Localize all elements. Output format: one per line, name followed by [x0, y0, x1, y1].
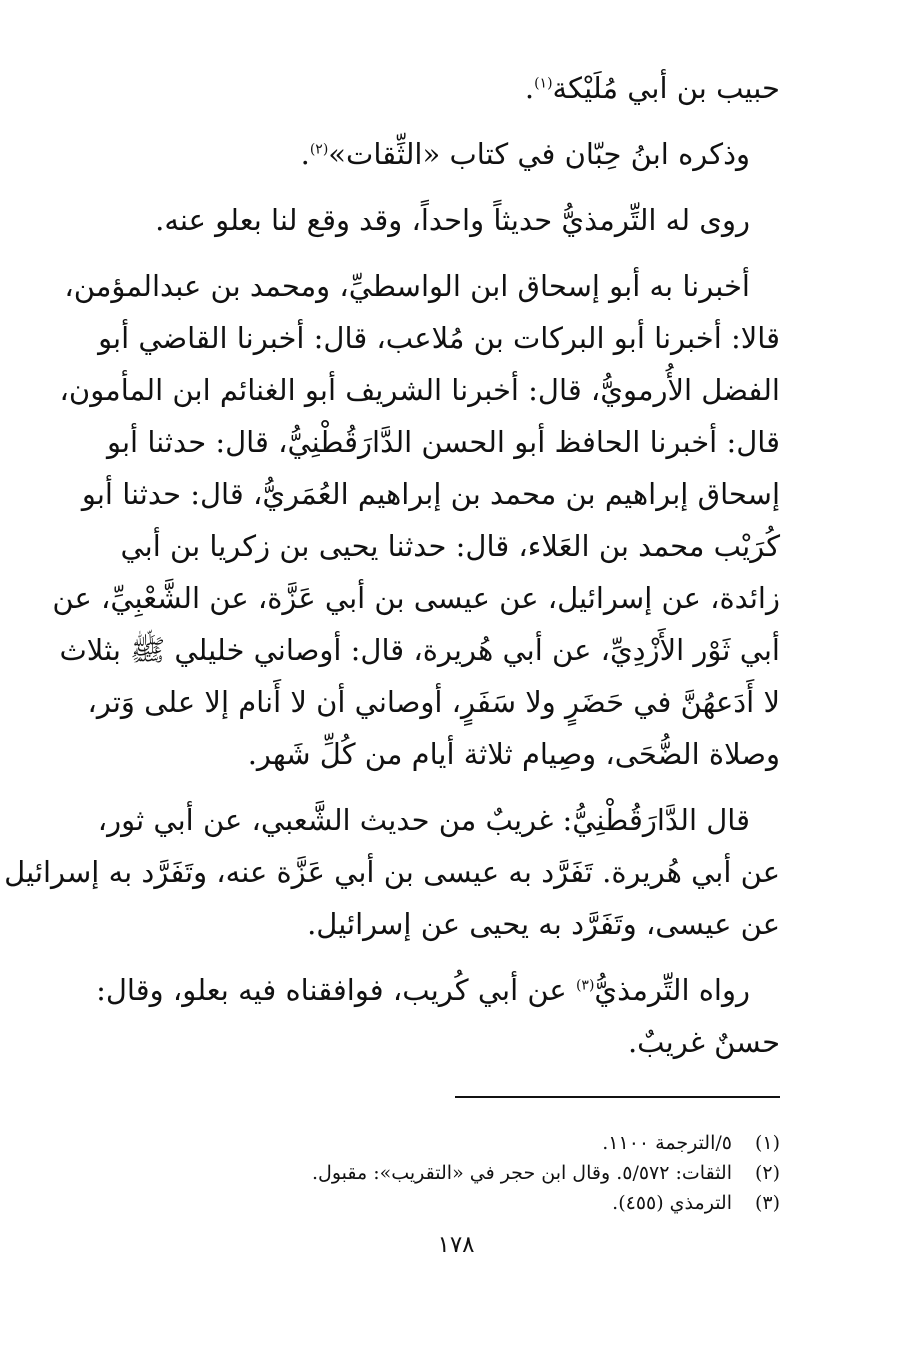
text-line: قال: أخبرنا الحافظ أبو الحسن الدَّارَقُطْنِيُّ، قال: حدثنا أبو: [106, 425, 780, 459]
paragraph-5: [4, 794, 780, 950]
text-line: حسنٌ غريبٌ.: [627, 1025, 780, 1059]
paragraph-4: [52, 260, 780, 780]
footnote-2: [200, 1158, 780, 1188]
footnote-number: (٣): [754, 1192, 780, 1214]
text-line: عن أبي هُريرة. تَفَرَّد به عيسى بن أبي عَزَّة عنه، وتَفَرَّد به إسرائيل: [4, 855, 780, 889]
text-line: عن عيسى، وتَفَرَّد به يحيى عن إسرائيل.: [307, 907, 780, 941]
text-line: أخبرنا به أبو إسحاق ابن الواسطيِّ، ومحمد بن عبدالمؤمن،: [64, 269, 750, 303]
footnote-ref-2: (٢): [309, 141, 329, 158]
text-line: وذكره ابنُ حِبّان في كتاب «الثِّقات»$^{(٢)}$.: [300, 137, 750, 171]
footnote-1: [200, 1128, 780, 1158]
text-line: روى له التِّرمذيُّ حديثاً واحداً، وقد وقع لنا بعلو عنه.: [155, 203, 750, 237]
footnote-number: (٢): [754, 1162, 780, 1184]
footnote-3: [200, 1188, 780, 1218]
text-line: زائدة، عن إسرائيل، عن عيسى بن أبي عَزَّة، عن الشَّعْبِيِّ، عن: [52, 581, 780, 615]
footnote-text: الترمذي (٤٥٥).: [612, 1192, 732, 1214]
footnote-number: (١): [754, 1132, 780, 1154]
paragraph-2: [125, 128, 780, 180]
paragraph-3: [125, 194, 780, 246]
text-line: حبيب بن أبي مُلَيْكة$^{(١)}$.: [524, 71, 780, 105]
text-line: لا أَدَعهُنَّ في حَضَرٍ ولا سَفَرٍ، أوصاني أن لا أَنام إلا على وَتر،: [87, 685, 780, 719]
paragraph-6: [96, 964, 780, 1068]
text-line: أبي ثَوْر الأَزْدِيِّ، عن أبي هُريرة، قال: أوصاني خليلي ﷺ بثلاث: [59, 633, 780, 667]
footnotes: [200, 1128, 780, 1218]
text-line: كُرَيْب محمد بن العَلاء، قال: حدثنا يحيى بن زكريا بن أبي: [120, 529, 780, 563]
text-line: وصلاة الضُّحَى، وصِيام ثلاثة أيام من كُلِّ شَهر.: [247, 737, 780, 771]
footnote-separator: [455, 1096, 780, 1098]
footnote-ref-3: (٣): [575, 977, 595, 994]
text-line: قالا: أخبرنا أبو البركات بن مُلاعب، قال: أخبرنا القاضي أبو: [98, 321, 780, 355]
text-line: الفضل الأُرمويُّ، قال: أخبرنا الشريف أبو الغنائم ابن المأمون،: [59, 373, 780, 407]
footnote-text: الثقات: ٥/٥٧٢. وقال ابن حجر في «التقريب»: مقبول.: [311, 1162, 732, 1184]
page-number: ١٧٨: [437, 1232, 475, 1258]
footnote-text: ٥/الترجمة ١١٠٠.: [602, 1132, 732, 1154]
text-line: رواه التِّرمذيُّ$^{(٣)}$ عن أبي كُريب، فوافقناه فيه بعلو، وقال:: [96, 973, 750, 1007]
footnote-ref-1: (١): [534, 75, 553, 92]
paragraph-1: [125, 62, 780, 114]
text-line: قال الدَّارَقُطْنِيُّ: غريبٌ من حديث الشَّعبي، عن أبي ثور،: [97, 803, 750, 837]
text-line: إسحاق إبراهيم بن محمد بن إبراهيم العُمَريُّ، قال: حدثنا أبو: [81, 477, 780, 511]
main-text: [4, 62, 780, 1082]
